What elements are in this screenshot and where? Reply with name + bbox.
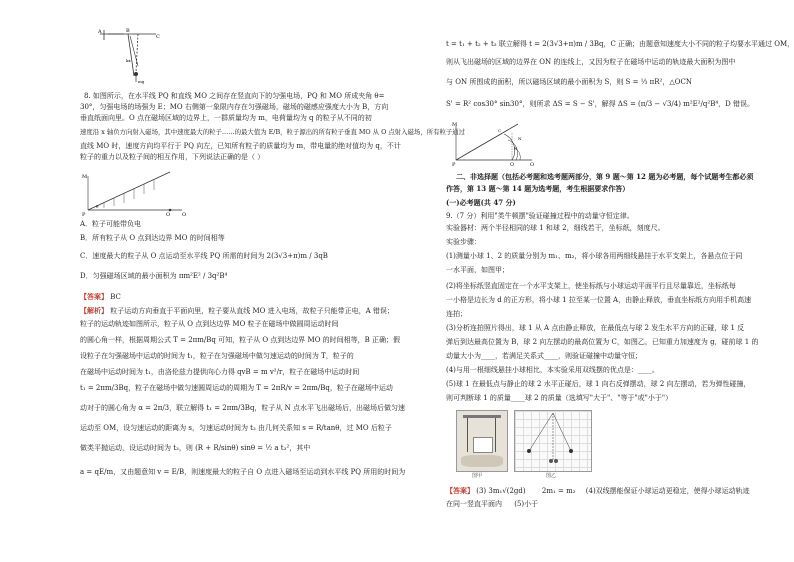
analysis-line: a = qE/m，又由题意知 v = E/B，则速度最大的粒子自 O 点进入磁场至运动到水平线 PQ 所用的时间为 bbox=[80, 468, 406, 476]
answer-part: 在同一竖直平面内 bbox=[446, 500, 502, 508]
option-b: B．所有粒子从 O 点到达边界 MO 的时间相等 bbox=[80, 234, 225, 242]
analysis-line: 粒子的运动轨迹如图所示，粒子从 O 点到达边界 MO 粒子在磁场中做圆周运动时间 bbox=[80, 320, 339, 328]
answer-tag: 【答案】 bbox=[80, 292, 108, 301]
section-heading: 二、非选择题（包括必考题和选考题两部分，第 9 题～第 12 题为必考题，每个试题考生都必须 bbox=[456, 172, 754, 181]
analysis-line: 动对于的圆心角为 α = 2π/3，联立解得 t₁ = 2πm/3Bq，粒子从 N 点水平飞出磁场后，出磁场后做匀速 bbox=[80, 404, 405, 412]
q8-line: 粒子的重力以及粒子间的相互作用，下列说法正确的是（ ） bbox=[80, 153, 265, 161]
q9-line: 动量大小为____，若满足关系式____，则验证碰撞中动量守恒； bbox=[446, 352, 642, 360]
analysis-text: 粒子运动方向垂直于平面向里，粒子要从直线 MO 进入电场，故粒子只能带正电，A 错误； bbox=[110, 307, 394, 315]
analysis-line: 运动至 OM，设匀速运动的距离为 s，匀速运动时间为 t₂ 由几何关系知 s = R/tanθ，过 MO 后粒子 bbox=[80, 424, 392, 432]
q9-line: (2)将坐标纸竖直固定在一个水平支架上，使坐标纸与小球运动平面平行且尽量靠近，坐标纸每 bbox=[446, 282, 736, 290]
q8-line: 垂直纸面向里。O 点在磁场区域的边界上，一群质量均为 m，电荷量均为 q 的粒子从不同的初 bbox=[80, 114, 372, 122]
label-r: R bbox=[514, 146, 518, 151]
analysis-line: 在磁场中运动时间为 t₁，由洛伦兹力提供向心力得 qvB = m v²/r，粒子在磁场中运动时间 bbox=[80, 368, 360, 376]
label-p: P bbox=[452, 162, 456, 166]
analysis-line: 做类平抛运动，设运动时间为 t₃，则 (R + R/sinθ) sinθ = ½ a t₃²，其中 bbox=[80, 444, 311, 452]
solution-line: t = t₁ + t₂ + t₃ 联立解得 t = 2(3√3+π)m / 3Bq，C 正确；由题意知速度大小不同的粒子均要水平通过 OM， bbox=[446, 40, 794, 48]
field-diagram bbox=[82, 166, 192, 216]
apparatus-photo bbox=[456, 410, 508, 472]
spring-diagram bbox=[98, 26, 168, 84]
analysis-line: 的圆心角一样，根据周期公式 T = 2πm/Bq 可知，粒子从 O 点到达边界 MO 的时间相等，B 正确；假 bbox=[80, 336, 401, 344]
answer-line bbox=[446, 500, 538, 509]
q9-line: 连拍； bbox=[446, 310, 467, 318]
label-p: P bbox=[82, 212, 86, 216]
label-q: Q bbox=[182, 212, 187, 216]
label-n: N bbox=[518, 136, 522, 141]
q9-line: (4)与用一根细线悬挂小球相比，本实验采用双线摆的优点是：____。 bbox=[446, 366, 659, 374]
grid-figure bbox=[514, 410, 592, 472]
solution-line: 则从飞出磁场的区域的边界在 ON 的连线上，又因为粒子在磁场中运动的轨迹最大面积为图中 bbox=[446, 58, 736, 66]
option-a: A．粒子可能带负电 bbox=[80, 220, 142, 228]
analysis-tag: 【解析】 bbox=[80, 306, 108, 315]
right-column bbox=[446, 0, 794, 562]
label-m: M bbox=[82, 174, 88, 180]
q9-line: 则可判断球 1 的质量____球 2 的质量（选填写"大于"、"等于"或"小于"） bbox=[446, 394, 673, 402]
q8-line: 速度沿 x 轴负方向射入磁场，其中速度最大的粒子……的最大值为 E/B，粒子源出的所有粒子垂直 MO 从 O 点射入磁场，所有粒子通过 bbox=[80, 128, 466, 136]
answer-line bbox=[446, 486, 750, 496]
answer-part: (4)双线摆能保证小球运动更稳定，使得小球运动轨迹 bbox=[585, 487, 750, 495]
label-theta: θ bbox=[96, 204, 99, 209]
label-kx: kx bbox=[126, 58, 131, 63]
photo-caption: 图甲 bbox=[472, 473, 483, 479]
q9-line: (5)球 1 在最低点与静止的球 2 水平正碰后，球 1 向右反弹摆动，球 2 向左摆动，若为弹性碰撞， bbox=[446, 380, 751, 388]
answer-part: 2m₁ = m₂ bbox=[541, 487, 576, 495]
grid-caption: 图乙 bbox=[546, 473, 557, 479]
option-d: D．匀强磁场区域的最小面积为 πm²E² / 3q²B⁴ bbox=[80, 272, 228, 280]
analysis-line: 设粒子在匀强磁场中运动的时间为 t₁，粒子在匀强磁场中做匀速运动的时间为 T，粒子的 bbox=[80, 352, 354, 360]
q8-line: 直线 MO 时，速度方向均平行于 PQ 向左，已知所有粒子的质量均为 m，带电量的绝对值均为 q，不计 bbox=[80, 142, 401, 150]
answer-part: (5)小于 bbox=[514, 500, 539, 508]
q9-line: 弹后到达最高位置为 B，球 2 向左摆动的最高位置为 C，如图乙，已知重力加速度为 g，碰前球 1 的 bbox=[446, 338, 759, 346]
q9-line: 实验步骤： bbox=[446, 238, 481, 246]
answer-tag: 【答案】 bbox=[446, 486, 474, 495]
section-heading-2: 作答，第 13 题～第 14 题为选考题，考生根据要求作答） bbox=[446, 184, 630, 193]
analysis-line: t₁ = 2πm/3Bq，粒子在磁场中做匀速圆周运动的周期为 T = 2πR/v = 2πm/Bq，粒子在磁场中运动 bbox=[80, 384, 393, 392]
solution-line: 与 ON 所围成的面积，所以磁场区域的最小面积为 S，则 S = ⅓ πR²，△OCN bbox=[446, 78, 692, 86]
q9-line: 实验器材：两个半径相同的球 1 和球 2，细线若干，坐标纸，刻度尺。 bbox=[446, 224, 665, 232]
label-q: Q bbox=[530, 162, 535, 166]
label-mg: mg bbox=[138, 79, 145, 84]
subsection-heading: (一)必考题(共 47 分) bbox=[446, 198, 516, 207]
q9-line: (1)测量小球 1、2 的质量分别为 m₁、m₂，将小球各用两细线悬挂于水平支架上，各悬点位于同 bbox=[446, 252, 743, 260]
answer-value: BC bbox=[110, 293, 121, 301]
q9-line: 9.（7 分）利用"类牛顿摆"验证碰撞过程中的动量守恒定律。 bbox=[446, 212, 634, 220]
label-a: A bbox=[98, 29, 102, 35]
label-c: C bbox=[498, 128, 502, 133]
label-b: B bbox=[126, 28, 130, 34]
option-c: C．速度最大的粒子从 O 点运动至水平线 PQ 所需的时间为 2(3√3+π)m / 3qB bbox=[80, 252, 328, 260]
solution-line: S' = R² cos30° sin30°，则所求 ΔS = S − S'，解得 ΔS = (π/3 − √3/4) m²E²/q²B⁴，D 错误。 bbox=[446, 100, 754, 108]
label-o: O bbox=[166, 212, 171, 216]
q8-line: 30°，匀强电场的场强为 E；MO 右侧第一象限内存在匀强磁场，磁场的磁感应强度大小为 B，方向 bbox=[80, 103, 389, 111]
q9-line: (3)分析连拍照片得出，球 1 从 A 点由静止释放，在最低点与球 2 发生水平方向的正碰，球 1 反 bbox=[446, 324, 745, 332]
q9-line: 一水平面，如图甲； bbox=[446, 266, 509, 274]
q8-line: 8. 如图所示，在水平线 PQ 和直线 MO 之间存在竖直向下的匀强电场，PQ 和 MO 所成夹角 θ= bbox=[84, 92, 385, 100]
answer-line bbox=[80, 292, 121, 302]
solution-diagram bbox=[452, 118, 536, 166]
q9-line: 一小格是边长为 d 的正方形，将小球 1 拉至某一位置 A，由静止释放，垂直坐标纸方向用手机高速 bbox=[446, 296, 752, 304]
answer-part: (3) 3m₁√(2gd) bbox=[476, 487, 526, 495]
analysis-line bbox=[80, 306, 394, 316]
label-o: O bbox=[510, 162, 515, 166]
label-c: C bbox=[156, 34, 160, 40]
label-m: M bbox=[452, 122, 458, 128]
